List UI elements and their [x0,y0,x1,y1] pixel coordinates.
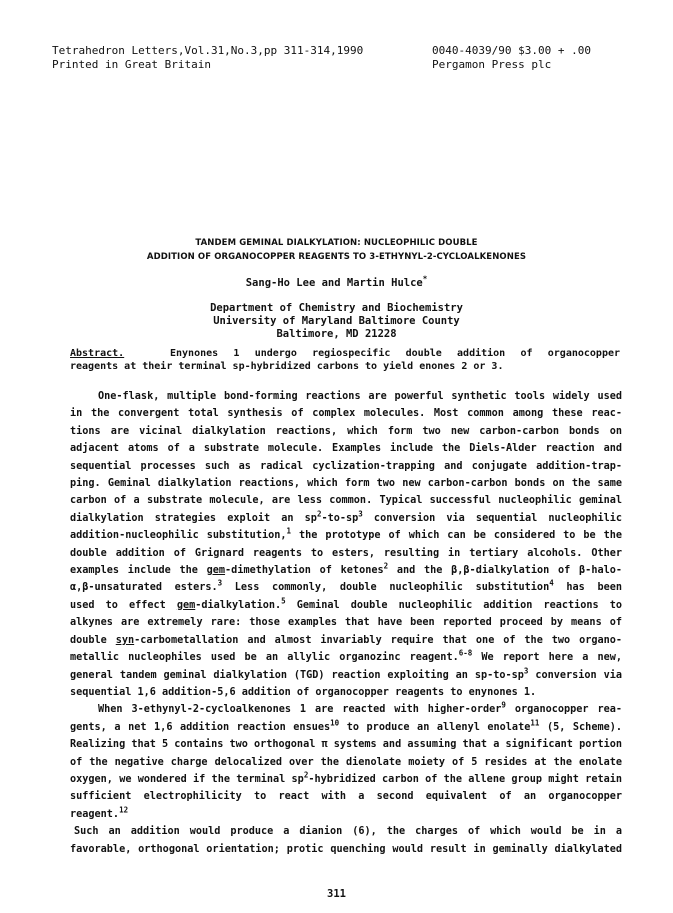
text-run: examples include the [70,565,207,577]
text-run: When 3-ethynyl-2-cycloalkenones 1 are reacted with higher-order [98,704,502,716]
abstract-text-1: Enynones 1 undergo regiospecific double addition of organocopper [169,348,621,359]
article-body [70,388,622,858]
body-line: sequential processes such as radical cyclization-trapping and conjugate addition-trap- [70,460,622,472]
superscript: 3 [358,509,363,519]
text-run: Less commonly, double nucleophilic substitution [222,582,550,594]
superscript: 2 [316,509,322,519]
body-line [70,579,622,596]
abstract-label: Abstract. [70,348,125,359]
body-line: carbon of a substrate molecule, are less common. Typical successful nucleophilic geminal [70,495,622,507]
body-line [70,510,622,527]
body-line [70,632,622,649]
reference-marker: 4 [549,579,554,589]
reference-marker: 9 [501,700,506,710]
affiliation [0,302,673,341]
body-line: tions are vicinal dialkylation reactions, which form two new carbon-carbon bonds on [70,425,622,437]
superscript: 3 [523,666,529,676]
body-line: adjacent atoms of a substrate molecule. Examples include the Diels-Alder reaction and [70,443,622,455]
body-line [70,562,622,579]
body-line: of the negative charge delocalized over the dienolate moiety of 5 resides at the enolate [70,756,622,768]
text-run: to produce an allenyl enolate [339,721,531,733]
journal-line: Tetrahedron Letters,Vol.31,No.3,pp 311-314,1990 [52,44,364,57]
text-run: dialkylation strategies exploit an sp [70,512,317,524]
reference-marker: 10 [330,718,340,728]
reference-marker: 11 [530,718,540,728]
text-run: double [70,634,116,646]
text-run: -dialkylation. [195,599,282,611]
reference-marker: 2 [383,561,389,571]
body-line: Realizing that 5 contains two orthogonal π systems and assuming that a significant portion [70,739,623,751]
superscript: 2 [303,770,309,780]
article-code [432,44,591,72]
text-run: organocopper rea- [505,704,623,716]
body-line [70,597,622,614]
body-line: Such an addition would produce a dianion (6), the charges of which would be in a [74,826,622,838]
body-line: alkynes are extremely rare: those examples that have been reported proceed by means of [70,617,622,629]
body-line: double addition of Grignard reagents to esters, resulting in tertiary alcohols. Other [70,547,622,559]
body-line: ping. Geminal dialkylation reactions, which form two new carbon-carbon bonds on the same [70,478,622,490]
body-line [70,771,622,788]
affiliation-line-1: Department of Chemistry and Biochemistry [210,302,463,314]
code-line: 0040-4039/90 $3.00 + .00 [432,44,591,57]
underlined-term: syn [115,634,135,646]
text-run: Geminal double nucleophilic addition reactions to [285,599,622,611]
corresponding-mark: * [422,274,428,284]
author-names: Sang-Ho Lee and Martin Hulce [245,277,423,289]
body-line [70,527,622,544]
body-line: sequential 1,6 addition-5,6 addition of organocopper reagents to enynones 1. [70,686,537,698]
abstract-line-2: reagents at their terminal sp-hybridized carbons to yield enones 2 or 3. [70,361,504,372]
journal-citation [52,44,363,72]
text-run: We report here a new, [472,652,622,664]
printed-line: Printed in Great Britain [52,58,211,71]
text-run: has been [553,582,623,594]
reference-marker: 3 [217,579,223,589]
text-run: -hybridized carbon of the allene group might retain [308,773,622,785]
body-line: One-flask, multiple bond-forming reactions are powerful synthetic tools widely used [98,391,622,402]
reference-marker: 1 [286,526,292,536]
body-line [70,701,622,718]
abstract-line-1 [70,347,620,360]
text-run: (5, Scheme). [539,721,622,733]
authors [0,274,673,289]
text-run: the prototype of which can be considered to be the [291,530,623,542]
body-line [70,719,622,736]
text-run: used to effect [70,599,177,611]
text-run: metallic nucleophiles used be an allylic organozinc reagent. [70,652,459,664]
abstract [70,347,620,373]
body-line [70,788,622,823]
text-run: -to-sp [321,512,359,524]
text-run: oxygen, we wondered if the terminal sp [70,773,304,785]
text-run: gents, a net 1,6 addition reaction ensues [70,721,331,733]
affiliation-line-3: Baltimore, MD 21228 [276,328,397,340]
text-run: -carbometallation and almost invariably require that one of the two organo- [134,634,623,646]
title-line-2: ADDITION OF ORGANOCOPPER REAGENTS TO 3-ETHYNYL-2-CYCLOALKENONES [146,252,527,262]
title-line-1: TANDEM GEMINAL DIALKYLATION: NUCLEOPHILIC DOUBLE [195,238,478,248]
body-line [70,667,622,684]
article-title [0,236,673,264]
reference-marker: 6-8 [458,648,473,658]
text-run: α,β-unsaturated esters. [70,582,218,594]
text-run: and the β,β-dialkylation of β-halo- [388,565,622,577]
body-line: favorable, orthogonal orientation; protic quenching would result in geminally dialkylated [70,843,622,855]
text-run: -dimethylation of ketones [225,565,384,577]
text-run: sufficient electrophilicity to react with a second equivalent of an organocopper reagent. [70,791,622,820]
underlined-term: gem [206,565,226,577]
body-line: in the convergent total synthesis of complex molecules. Most common among these reac- [70,408,622,420]
body-line [70,649,622,666]
affiliation-line-2: University of Maryland Baltimore County [213,315,460,327]
title-block [0,236,673,341]
publisher-line: Pergamon Press plc [432,58,552,71]
text-run: conversion via [528,669,622,681]
underlined-term: gem [176,599,196,611]
text-run: conversion via sequential nucleophilic [362,512,623,524]
text-run: addition-nucleophilic substitution, [70,530,287,542]
text-run: general tandem geminal dialkylation (TGD) reaction exploiting an sp-to-sp [70,669,524,681]
reference-marker: 5 [281,596,286,606]
page-number: 311 [327,888,346,900]
reference-marker: 12 [119,805,129,815]
